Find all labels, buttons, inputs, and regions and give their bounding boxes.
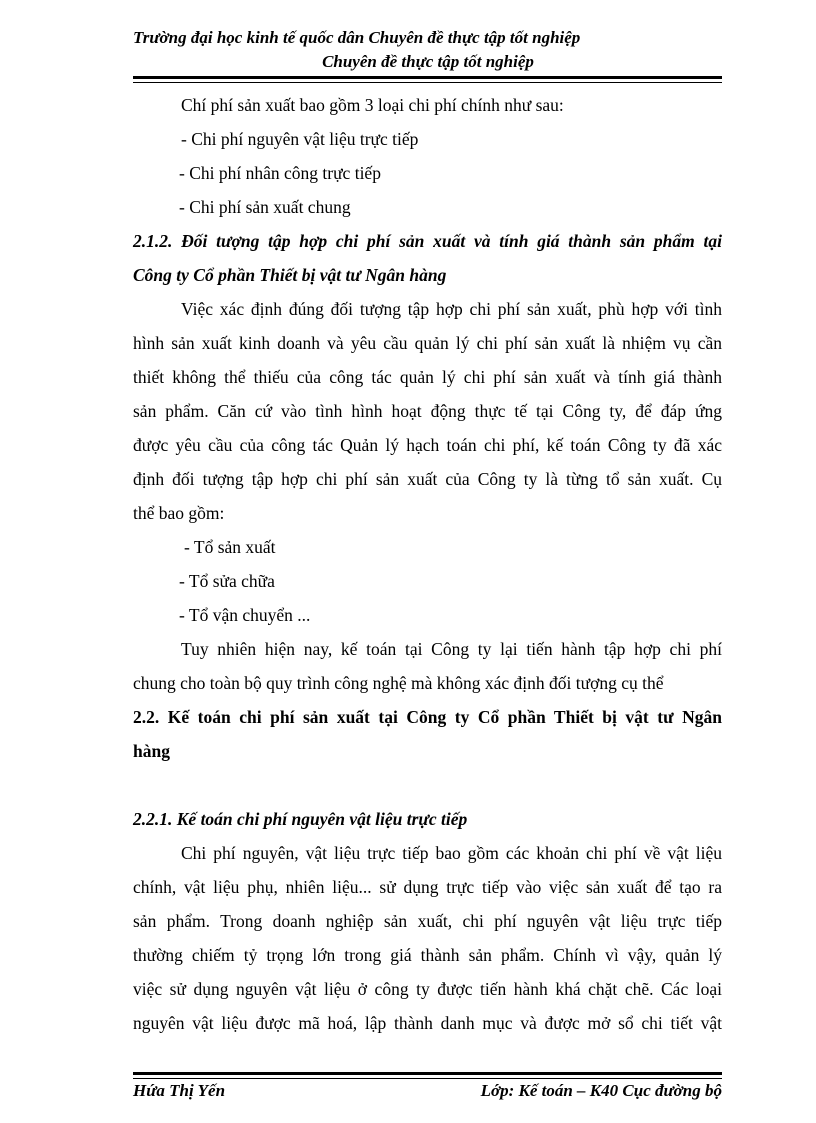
paragraph-line: định đối tượng tập hợp chi phí sản xuất của Công ty là từng tổ sản xuất. Cụ <box>133 469 722 489</box>
paragraph-line: sản phẩm. Căn cứ vào tình hình hoạt động thực tế tại Công ty, để đáp ứng <box>133 401 722 421</box>
paragraph-line: thường chiếm tỷ trọng lớn trong giá thành sản phẩm. Chính vì vậy, quản lý <box>133 945 722 965</box>
list-item: - Chi phí sản xuất chung <box>179 197 351 217</box>
paragraph-line: nguyên vật liệu được mã hoá, lập thành danh mục và được mở sổ chi tiết vật <box>133 1013 722 1033</box>
section-heading-2-2: 2.2. Kế toán chi phí sản xuất tại Công ty Cổ phần Thiết bị vật tư Ngân <box>133 707 722 727</box>
list-item: - Tổ sửa chữa <box>179 571 275 591</box>
section-heading-2-2-cont: hàng <box>133 741 170 761</box>
list-item: - Chi phí nguyên vật liệu trực tiếp <box>181 129 419 149</box>
paragraph-line: Tuy nhiên hiện nay, kế toán tại Công ty lại tiến hành tập hợp chi phí <box>181 639 722 659</box>
list-item: - Tổ vận chuyển ... <box>179 605 311 625</box>
paragraph-line: việc sử dụng nguyên vật liệu ở công ty được tiến hành khá chặt chẽ. Các loại <box>133 979 722 999</box>
header-line-2: Chuyên đề thực tập tốt nghiệp <box>322 52 534 71</box>
paragraph-line: chính, vật liệu phụ, nhiên liệu... sử dụng trực tiếp vào việc sản xuất để tạo ra <box>133 877 722 897</box>
list-item: - Chi phí nhân công trực tiếp <box>179 163 381 183</box>
paragraph-line: Chi phí nguyên, vật liệu trực tiếp bao gồm các khoản chi phí về vật liệu <box>181 843 722 863</box>
section-heading-2-1-2: 2.1.2. Đối tượng tập hợp chi phí sản xuất và tính giá thành sản phẩm tại <box>133 231 722 251</box>
header-line-1: Trường đại học kinh tế quốc dân Chuyên đề thực tập tốt nghiệp <box>133 28 581 47</box>
page-header <box>133 26 723 74</box>
paragraph-line: thiết không thể thiếu của công tác quản lý chi phí sản xuất và tính giá thành <box>133 367 722 387</box>
list-item: - Tổ sản xuất <box>184 537 276 557</box>
footer-class: Lớp: Kế toán – K40 Cục đường bộ <box>480 1081 722 1100</box>
footer-author: Hứa Thị Yến <box>133 1081 226 1100</box>
document-body <box>133 88 722 1040</box>
paragraph-intro: Chí phí sản xuất bao gồm 3 loại chi phí chính như sau: <box>181 95 564 115</box>
paragraph-line: sản phẩm. Trong doanh nghiệp sản xuất, chi phí nguyên vật liệu trực tiếp <box>133 911 722 931</box>
paragraph-line: Việc xác định đúng đối tượng tập hợp chi phí sản xuất, phù hợp với tình <box>181 299 722 319</box>
spacer <box>133 768 722 802</box>
paragraph-line: thể bao gồm: <box>133 503 225 523</box>
paragraph-line: hình sản xuất kinh doanh và yêu cầu quản lý chi phí sản xuất là nhiệm vụ cần <box>133 333 722 353</box>
paragraph-line: chung cho toàn bộ quy trình công nghệ mà không xác định đối tượng cụ thể <box>133 673 664 693</box>
section-heading-2-2-1: 2.2.1. Kế toán chi phí nguyên vật liệu trực tiếp <box>133 809 468 829</box>
paragraph-line: được yêu cầu của công tác Quản lý hạch toán chi phí, kế toán Công ty đã xác <box>133 435 722 455</box>
header-rule <box>133 76 722 83</box>
footer-rule <box>133 1072 722 1079</box>
section-heading-2-1-2-cont: Công ty Cổ phần Thiết bị vật tư Ngân hàng <box>133 265 447 285</box>
